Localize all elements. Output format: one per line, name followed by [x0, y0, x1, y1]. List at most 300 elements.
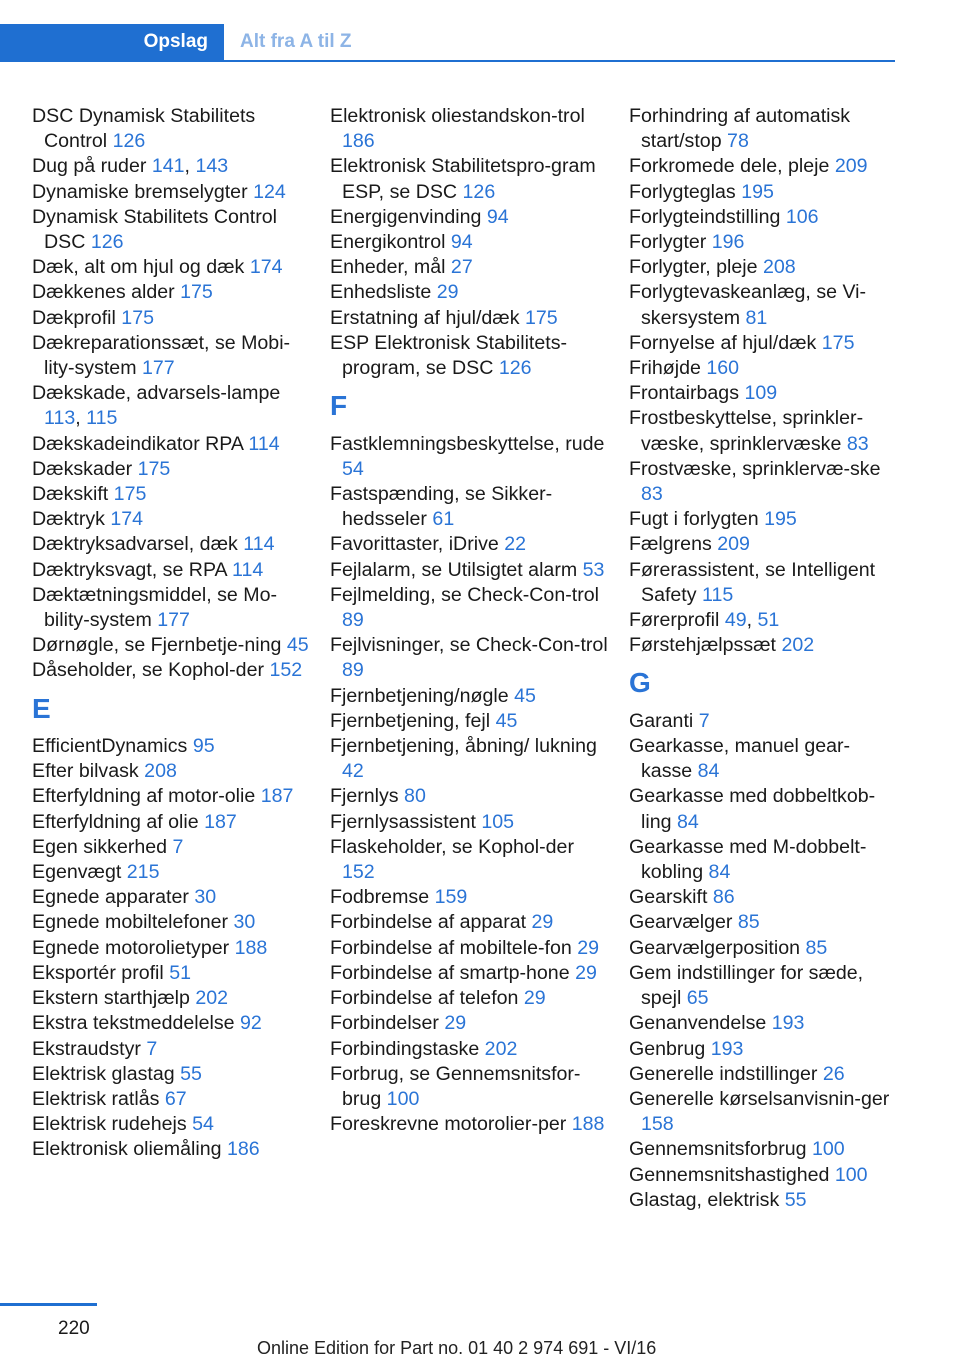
page-link[interactable]: 55 — [180, 1062, 202, 1085]
index-term: Forbindelser — [330, 1012, 439, 1035]
index-entry — [629, 104, 891, 154]
index-term: Frihøjde — [629, 357, 701, 380]
index-entry — [330, 558, 610, 583]
index-entry — [330, 255, 610, 280]
index-entry — [32, 1087, 312, 1112]
index-entry — [32, 1011, 312, 1036]
page-link[interactable]: 202 — [781, 634, 815, 657]
index-entry — [32, 482, 312, 507]
index-entry — [330, 810, 610, 835]
index-term: Glastag, elektrisk — [629, 1188, 780, 1211]
page-link[interactable]: 114 — [232, 558, 264, 581]
index-term: Elektrisk ratlås — [32, 1087, 160, 1110]
page-link[interactable]: 114 — [248, 432, 280, 455]
index-entry — [330, 734, 610, 784]
page-link[interactable]: 80 — [404, 785, 426, 808]
index-entry — [32, 154, 312, 179]
index-term: Fejlvisninger, se Check-Con‐trol — [330, 634, 608, 657]
index-term: Eksportér profil — [32, 961, 164, 984]
page-link[interactable]: 92 — [240, 1012, 262, 1035]
index-term: Energigenvinding — [330, 205, 482, 228]
index-term: Favorittaster, iDrive — [330, 533, 499, 556]
index-term: Efterfyldning af motor‐olie — [32, 785, 256, 808]
index-entry — [32, 910, 312, 935]
page-link[interactable]: 84 — [676, 810, 699, 833]
index-entry — [629, 532, 891, 557]
page-link[interactable]: 175 — [821, 331, 855, 354]
index-entry — [629, 936, 891, 961]
page-link[interactable]: 29 — [436, 281, 459, 304]
index-term: Forbindingstaske — [330, 1037, 480, 1060]
index-term: Elektronisk oliestandskon‐trol — [330, 105, 585, 127]
page-link[interactable]: 85 — [737, 911, 760, 934]
index-entry — [32, 583, 312, 633]
index-term: Energikontrol — [330, 231, 446, 254]
index-term: Forlygteglas — [629, 180, 736, 203]
index-entry — [32, 1062, 312, 1087]
index-term: Generelle indstillinger — [629, 1062, 818, 1085]
page-link[interactable]: 202 — [195, 987, 229, 1010]
page-link[interactable]: 126 — [462, 180, 496, 203]
page-link[interactable]: 7 — [698, 709, 710, 732]
page-link[interactable]: 42 — [342, 760, 364, 783]
index-entry — [32, 860, 312, 885]
index-entry — [629, 709, 891, 734]
index-entry — [629, 230, 891, 255]
page-link[interactable]: 174 — [110, 508, 144, 531]
page-link[interactable]: 89 — [342, 609, 364, 632]
index-entry — [330, 432, 610, 482]
index-entry — [32, 784, 312, 809]
index-term: Dækskade, advarsels‐lampe — [32, 382, 281, 405]
index-entry — [629, 910, 891, 935]
page-link[interactable]: 51 — [169, 961, 192, 984]
index-term: Gearskift — [629, 886, 708, 909]
index-term: Gearvælgerposition — [629, 936, 800, 959]
index-entry — [32, 810, 312, 835]
index-term: Ekstraudstyr — [32, 1037, 141, 1060]
index-entry — [32, 1037, 312, 1062]
index-entry — [629, 608, 891, 633]
index-entry — [629, 558, 891, 608]
page-link[interactable]: 159 — [434, 886, 468, 909]
index-term: Dækskadeindikator RPA — [32, 432, 243, 455]
page-link[interactable]: 160 — [706, 357, 740, 380]
index-entry — [629, 1163, 891, 1188]
index-term: Fornyelse af hjul/dæk — [629, 331, 817, 354]
index-term: Fjernbetjening/nøgle — [330, 684, 509, 707]
index-term: Egenvægt — [32, 861, 122, 884]
tab-opslag-label: Opslag — [143, 31, 208, 52]
index-term: Dug på ruder — [32, 155, 147, 178]
index-term: Efter bilvask — [32, 760, 139, 783]
index-term: Fejlalarm, se Utilsigtet alarm — [330, 558, 578, 581]
index-entry — [330, 331, 610, 381]
index-term: Dækreparationssæt, se Mobi‐lity-system — [32, 331, 291, 380]
page-link[interactable]: 202 — [484, 1037, 518, 1060]
index-entry — [330, 684, 610, 709]
index-entry — [629, 154, 891, 179]
footer-edition-text: Online Edition for Part no. 01 40 2 974 691 - VI/16 — [257, 1338, 657, 1358]
index-term: Fugt i forlygten — [629, 508, 759, 531]
index-entry — [629, 784, 891, 834]
section-letter: G — [629, 667, 651, 699]
index-term: Gem indstillinger for sæde, spejl — [629, 961, 864, 1010]
index-entry — [330, 910, 610, 935]
page-link[interactable]: 177 — [141, 357, 175, 380]
index-term: Elektronisk Stabilitetspro‐gram ESP, se DSC — [330, 155, 596, 203]
page-link[interactable]: 22 — [504, 533, 527, 556]
page-link[interactable]: 195 — [741, 180, 774, 203]
index-column-2 — [330, 104, 610, 1137]
header-bar — [0, 24, 895, 62]
index-term: Fastklemningsbeskyttelse, rude — [330, 432, 605, 455]
page-link[interactable]: 113 — [44, 407, 76, 430]
page-link[interactable]: 114 — [243, 533, 275, 556]
index-entry — [330, 1011, 610, 1036]
page-link[interactable]: 100 — [834, 1163, 868, 1186]
page-link[interactable]: 193 — [710, 1037, 744, 1060]
index-entry — [330, 633, 610, 683]
page-link[interactable]: 7 — [146, 1037, 158, 1060]
page-link[interactable]: 209 — [717, 533, 750, 556]
index-entry — [32, 280, 312, 305]
index-entry — [330, 784, 610, 809]
page-link[interactable]: 193 — [771, 1012, 805, 1035]
page-link[interactable]: 29 — [531, 911, 554, 934]
index-term: Forhindring af automatisk start/stop — [629, 105, 851, 153]
page-link[interactable]: 49 — [724, 609, 747, 632]
page-link[interactable]: 83 — [641, 483, 663, 506]
index-entry — [629, 381, 891, 406]
index-term: Dækprofil — [32, 306, 116, 329]
index-entry — [330, 306, 610, 331]
page-link[interactable]: 85 — [805, 936, 828, 959]
index-entry — [32, 633, 312, 658]
page-link[interactable]: 94 — [486, 205, 509, 228]
index-term: Gennemsnitshastighed — [629, 1163, 830, 1186]
index-entry — [629, 356, 891, 381]
page-link[interactable]: 94 — [450, 231, 473, 254]
header-divider — [0, 60, 895, 62]
index-term: Forlygtevaskeanlæg, se Vi‐skersystem — [629, 281, 867, 329]
page-link[interactable]: 143 — [195, 155, 229, 178]
page-link[interactable]: 29 — [577, 936, 600, 959]
index-entry — [330, 482, 610, 532]
index-entry — [32, 180, 312, 205]
page-link[interactable]: 100 — [386, 1087, 420, 1110]
index-entry — [330, 205, 610, 230]
page-link[interactable]: 115 — [86, 407, 118, 430]
index-term: Ekstern starthjælp — [32, 987, 190, 1010]
index-term: Forlygteindstilling — [629, 205, 781, 228]
index-term: Forbindelse af apparat — [330, 911, 527, 934]
index-term: Fastspænding, se Sikker‐hedsseler — [330, 483, 553, 531]
page-link[interactable]: 30 — [233, 911, 256, 934]
page-link[interactable]: 54 — [342, 457, 364, 480]
index-entry — [330, 1062, 610, 1112]
page-link[interactable]: 196 — [711, 231, 745, 254]
index-entry — [330, 885, 610, 910]
page-link[interactable]: 78 — [727, 130, 749, 153]
index-term: Gearkasse med M-dobbelt‐kobling — [629, 835, 867, 884]
index-entry — [629, 1011, 891, 1036]
index-entry — [32, 558, 312, 583]
index-entry — [32, 507, 312, 532]
page-separator: , — [184, 155, 190, 178]
page-link[interactable]: 83 — [846, 432, 869, 455]
index-term: Elektrisk rudehejs — [32, 1113, 187, 1136]
index-term: Generelle kørselsanvisnin‐ger — [629, 1087, 890, 1110]
index-entry — [629, 205, 891, 230]
index-term: Dæktryksvagt, se RPA — [32, 558, 227, 581]
page-number-rule — [0, 1303, 97, 1306]
index-entry — [629, 507, 891, 532]
page-link[interactable]: 51 — [757, 609, 780, 632]
page-link[interactable]: 187 — [204, 810, 237, 833]
index-entry — [629, 885, 891, 910]
index-term: Fælgrens — [629, 533, 712, 556]
page-link[interactable]: 186 — [226, 1138, 260, 1161]
page-link[interactable]: 45 — [495, 709, 518, 732]
index-term: Gearkasse, manuel gear‐kasse — [629, 735, 851, 783]
index-term: Førstehjælpssæt — [629, 634, 776, 657]
index-term: ESP Elektronisk Stabilitets‐program, se DSC — [330, 331, 568, 380]
index-entry — [32, 961, 312, 986]
index-term: Efterfyldning af olie — [32, 810, 199, 833]
page-link[interactable]: 105 — [481, 810, 515, 833]
index-entry — [330, 532, 610, 557]
index-entry — [629, 180, 891, 205]
index-entry — [32, 381, 312, 431]
index-term: Forbrug, se Gennemsnitsfor‐brug — [330, 1062, 581, 1110]
page-link[interactable]: 208 — [144, 760, 177, 783]
index-entry — [330, 230, 610, 255]
tab-alt-label: Alt fra A til Z — [240, 31, 352, 52]
page-link[interactable]: 65 — [686, 987, 709, 1010]
page-link[interactable]: 174 — [249, 256, 283, 279]
index-term: Dæktryksadvarsel, dæk — [32, 533, 238, 556]
page-link[interactable]: 86 — [712, 886, 735, 909]
index-entry — [330, 986, 610, 1011]
index-entry — [330, 1037, 610, 1062]
index-term: Gearvælger — [629, 911, 733, 934]
index-entry — [32, 205, 312, 255]
index-term: Fodbremse — [330, 886, 430, 909]
index-term: Forbindelse af smartp‐hone — [330, 961, 570, 984]
index-entry — [330, 280, 610, 305]
index-term: Forbindelse af telefon — [330, 987, 519, 1010]
page-link[interactable]: 54 — [192, 1113, 214, 1136]
index-entry — [629, 255, 891, 280]
page-link[interactable]: 55 — [784, 1188, 807, 1211]
page-link[interactable]: 152 — [269, 659, 303, 682]
index-entry — [629, 1137, 891, 1162]
index-term: Forkromede dele, pleje — [629, 155, 830, 178]
page-link[interactable]: 84 — [708, 861, 731, 884]
page-link[interactable]: 215 — [126, 861, 160, 884]
index-term: DSC Dynamisk Stabilitets Control — [32, 105, 256, 153]
index-term: Genanvendelse — [629, 1012, 767, 1035]
index-entry — [330, 961, 610, 986]
index-entry — [629, 406, 891, 456]
index-entry — [330, 583, 610, 633]
page-link[interactable]: 84 — [697, 760, 720, 783]
page-link[interactable]: 30 — [194, 886, 217, 909]
index-term: Dynamiske bremselygter — [32, 180, 248, 203]
index-entry — [32, 885, 312, 910]
index-term: Dækkenes alder — [32, 281, 175, 304]
index-entry — [32, 1137, 312, 1162]
index-entry — [629, 734, 891, 784]
tab-opslag[interactable] — [0, 24, 224, 60]
index-entry — [629, 1062, 891, 1087]
page-link[interactable]: 208 — [762, 256, 796, 279]
index-term: Garanti — [629, 709, 694, 732]
tab-alt-fra-a-til-z[interactable] — [240, 24, 352, 60]
index-term: Dørnøgle, se Fjernbetje‐ning — [32, 634, 282, 657]
page-separator: , — [75, 407, 81, 430]
section-letter: F — [330, 390, 348, 422]
index-entry — [629, 835, 891, 885]
index-entry — [330, 835, 610, 885]
index-entry — [629, 633, 891, 658]
index-entry — [629, 457, 891, 507]
page-link[interactable]: 45 — [514, 684, 536, 707]
index-term: Frostvæske, sprinklervæ‐ske — [629, 457, 881, 480]
index-column-1 — [32, 104, 312, 1163]
index-term: Egnede motorolietyper — [32, 936, 230, 959]
page-link[interactable]: 45 — [286, 634, 309, 657]
page-link[interactable]: 29 — [523, 987, 546, 1010]
page-link[interactable]: 141 — [151, 155, 185, 178]
page-link[interactable]: 106 — [785, 205, 819, 228]
page-link[interactable]: 61 — [432, 508, 455, 531]
index-term: Elektronisk oliemåling — [32, 1138, 222, 1161]
page-link[interactable]: 67 — [164, 1087, 187, 1110]
index-column-3 — [629, 104, 891, 1213]
index-term: Førerassistent, se Intelligent Safety — [629, 558, 876, 606]
page-link[interactable]: 7 — [172, 835, 184, 858]
index-term: Dæktætningsmiddel, se Mo‐bility-system — [32, 583, 278, 632]
index-term: Ekstra tekstmeddelelse — [32, 1012, 235, 1035]
page-link[interactable]: 177 — [157, 609, 190, 632]
page-link[interactable]: 100 — [811, 1138, 845, 1161]
page-separator: , — [746, 609, 753, 632]
index-entry — [629, 1087, 891, 1137]
page-link[interactable]: 187 — [260, 785, 294, 808]
index-term: Dåseholder, se Kophol‐der — [32, 659, 265, 682]
page-link[interactable]: 124 — [253, 180, 286, 203]
index-term: Fejlmelding, se Check-Con‐trol — [330, 583, 599, 606]
index-entry — [330, 1112, 610, 1137]
index-entry — [32, 532, 312, 557]
page-link[interactable]: 126 — [498, 357, 532, 380]
page-link[interactable]: 109 — [744, 382, 778, 405]
page-link[interactable]: 53 — [582, 558, 605, 581]
section-letter: E — [32, 692, 51, 724]
index-entry — [629, 961, 891, 1011]
index-entry — [629, 1188, 891, 1213]
index-entry — [32, 658, 312, 683]
index-entry — [330, 104, 610, 154]
index-term: Forlygter, pleje — [629, 256, 758, 279]
index-entry — [32, 734, 312, 759]
index-term: Forbindelse af mobiltele‐fon — [330, 936, 572, 959]
index-entry — [32, 255, 312, 280]
index-entry — [32, 986, 312, 1011]
index-term: Dynamisk Stabilitets Control DSC — [32, 205, 278, 254]
page-link[interactable]: 195 — [764, 508, 797, 531]
page-link[interactable]: 175 — [113, 483, 147, 506]
index-entry — [32, 759, 312, 784]
index-term: Forlygter — [629, 231, 707, 254]
page-link[interactable]: 89 — [342, 659, 364, 682]
index-entry — [330, 709, 610, 734]
index-term: Fjernbetjening, fejl — [330, 709, 491, 732]
index-term: Gennemsnitsforbrug — [629, 1138, 807, 1161]
index-entry — [32, 1112, 312, 1137]
page-link[interactable]: 26 — [822, 1062, 845, 1085]
index-entry — [629, 280, 891, 330]
index-entry — [629, 331, 891, 356]
page-link[interactable]: 158 — [641, 1113, 674, 1136]
index-term: Fjernbetjening, åbning/ lukning — [330, 735, 597, 758]
index-term: Enhedsliste — [330, 281, 432, 304]
index-entry — [330, 936, 610, 961]
index-term: Frontairbags — [629, 382, 739, 405]
page-link[interactable]: 188 — [234, 936, 268, 959]
page-link[interactable]: 175 — [121, 306, 154, 329]
page-link[interactable]: 175 — [524, 306, 558, 329]
page-link[interactable]: 152 — [342, 861, 375, 884]
index-term: EfficientDynamics — [32, 735, 188, 758]
page-link[interactable]: 115 — [702, 583, 734, 606]
index-entry — [32, 936, 312, 961]
index-entry — [32, 306, 312, 331]
page-link[interactable]: 186 — [342, 130, 375, 153]
page-link[interactable]: 81 — [745, 306, 768, 329]
index-term: Enheder, mål — [330, 256, 446, 279]
index-entry — [32, 331, 312, 381]
index-term: Elektrisk glastag — [32, 1062, 175, 1085]
index-term: Fjernlysassistent — [330, 810, 476, 833]
index-term: Dækskader — [32, 457, 133, 480]
index-term: Egen sikkerhed — [32, 835, 168, 858]
page-link[interactable]: 209 — [834, 155, 868, 178]
index-term: Genbrug — [629, 1037, 706, 1060]
page-link[interactable]: 175 — [180, 281, 213, 304]
index-term: Erstatning af hjul/dæk — [330, 306, 520, 329]
page-link[interactable]: 188 — [571, 1113, 605, 1136]
page-link[interactable]: 29 — [444, 1012, 467, 1035]
page-link[interactable]: 95 — [192, 735, 215, 758]
index-term: Gearkasse med dobbeltkob‐ling — [629, 785, 876, 833]
page-number: 220 — [58, 1318, 90, 1339]
page-link[interactable]: 29 — [575, 961, 597, 984]
index-term: Dæktryk — [32, 508, 105, 531]
index-term: Dæk, alt om hjul og dæk — [32, 256, 245, 279]
index-entry — [32, 432, 312, 457]
page-link[interactable]: 175 — [137, 457, 171, 480]
index-term: Egnede apparater — [32, 886, 189, 909]
page-link[interactable]: 27 — [450, 256, 473, 279]
page-link[interactable]: 126 — [90, 231, 124, 254]
index-entry — [32, 835, 312, 860]
index-term: Frostbeskyttelse, sprinkler‐væske, sprinklervæske — [629, 407, 864, 455]
page-link[interactable]: 126 — [112, 130, 146, 153]
index-term: Fjernlys — [330, 785, 399, 808]
